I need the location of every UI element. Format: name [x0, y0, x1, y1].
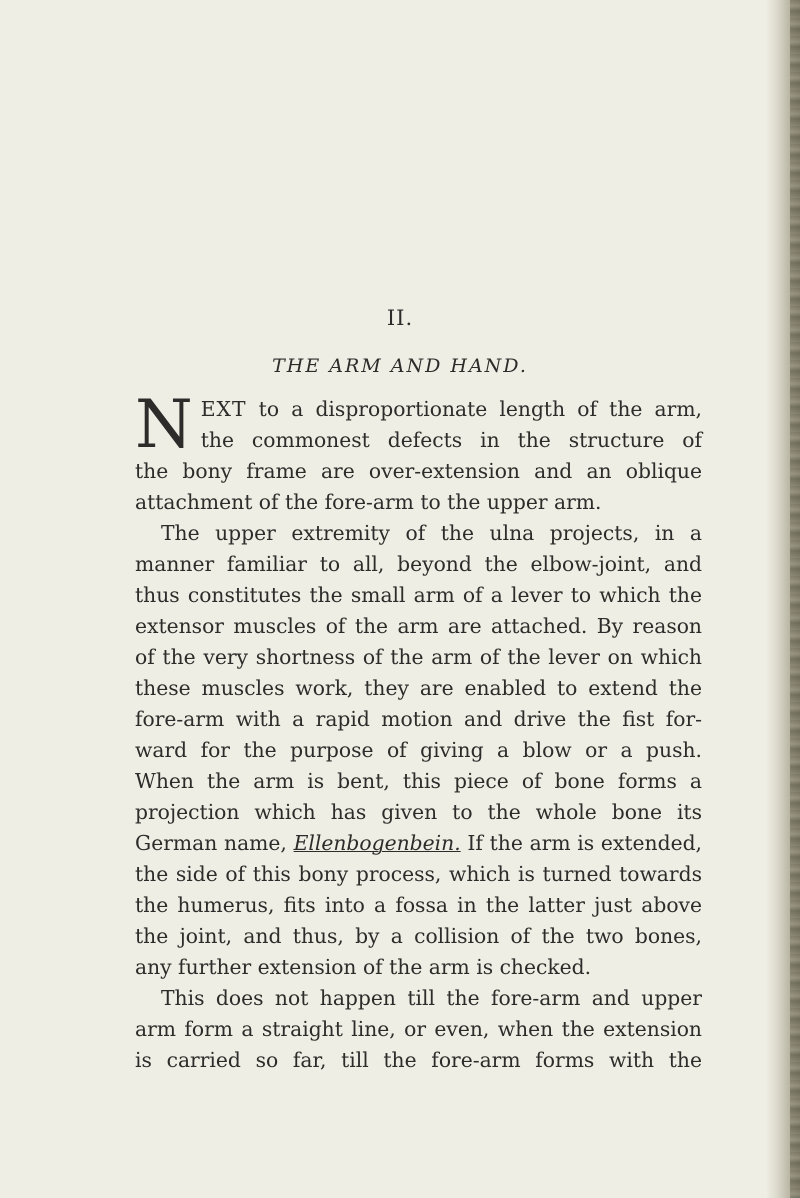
text-line-18: the joint, and thus, by a collision of the two bones, [135, 924, 702, 948]
foreign-term: Ellenbogenbein. [293, 831, 461, 855]
opening-caps: EXT [200, 397, 247, 421]
text-line [135, 394, 702, 425]
text-line-1: to a disproportionate length of the arm, [246, 397, 702, 421]
text-line-12: ward for the purpose of giving a blow or a push. [135, 738, 702, 762]
chapter-number: II. [386, 306, 414, 330]
text-line-21: arm form a straight line, or even, when the extension [135, 1017, 702, 1041]
text-line-9: of the very shortness of the arm of the lever on which [135, 645, 702, 669]
text-line-2: the commonest defects in the structure of [200, 428, 702, 452]
text-line-7: thus constitutes the small arm of a lever to which the [135, 583, 702, 607]
text-line-16: the side of this bony process, which is turned towards [135, 862, 702, 886]
page-edge-shadow [766, 0, 800, 1198]
text-line-15-end: If the arm is extended, [460, 831, 702, 855]
text-line-13: When the arm is bent, this piece of bone forms a [135, 769, 702, 793]
text-line-11: fore-arm with a rapid motion and drive the fist for- [135, 707, 702, 731]
drop-cap: N [135, 386, 193, 463]
text-line-10: these muscles work, they are enabled to extend the [135, 676, 702, 700]
text-line-19: any further extension of the arm is checked. [135, 955, 592, 979]
text-line-20: This does not happen till the fore-arm and upper [161, 986, 702, 1010]
text-line-17: the humerus, fits into a fossa in the latter just above [135, 893, 702, 917]
text-line-5: The upper extremity of the ulna projects, in a [161, 521, 702, 545]
body-text [135, 386, 702, 1076]
text-line-22: is carried so far, till the fore-arm forms with the [135, 1048, 702, 1072]
text-line-4: attachment of the fore-arm to the upper arm. [135, 490, 602, 514]
text-line-14: projection which has given to the whole bone its [135, 800, 702, 824]
text-line-3: the bony frame are over-extension and an oblique [135, 459, 702, 483]
text-line-15 [135, 828, 702, 859]
chapter-title: THE ARM AND HAND. [272, 355, 528, 377]
text-line-15-start: German name, [135, 831, 294, 855]
text-line-8: extensor muscles of the arm are attached. By reason [135, 614, 702, 638]
text-line-6: manner familiar to all, beyond the elbow-joint, and [135, 552, 702, 576]
